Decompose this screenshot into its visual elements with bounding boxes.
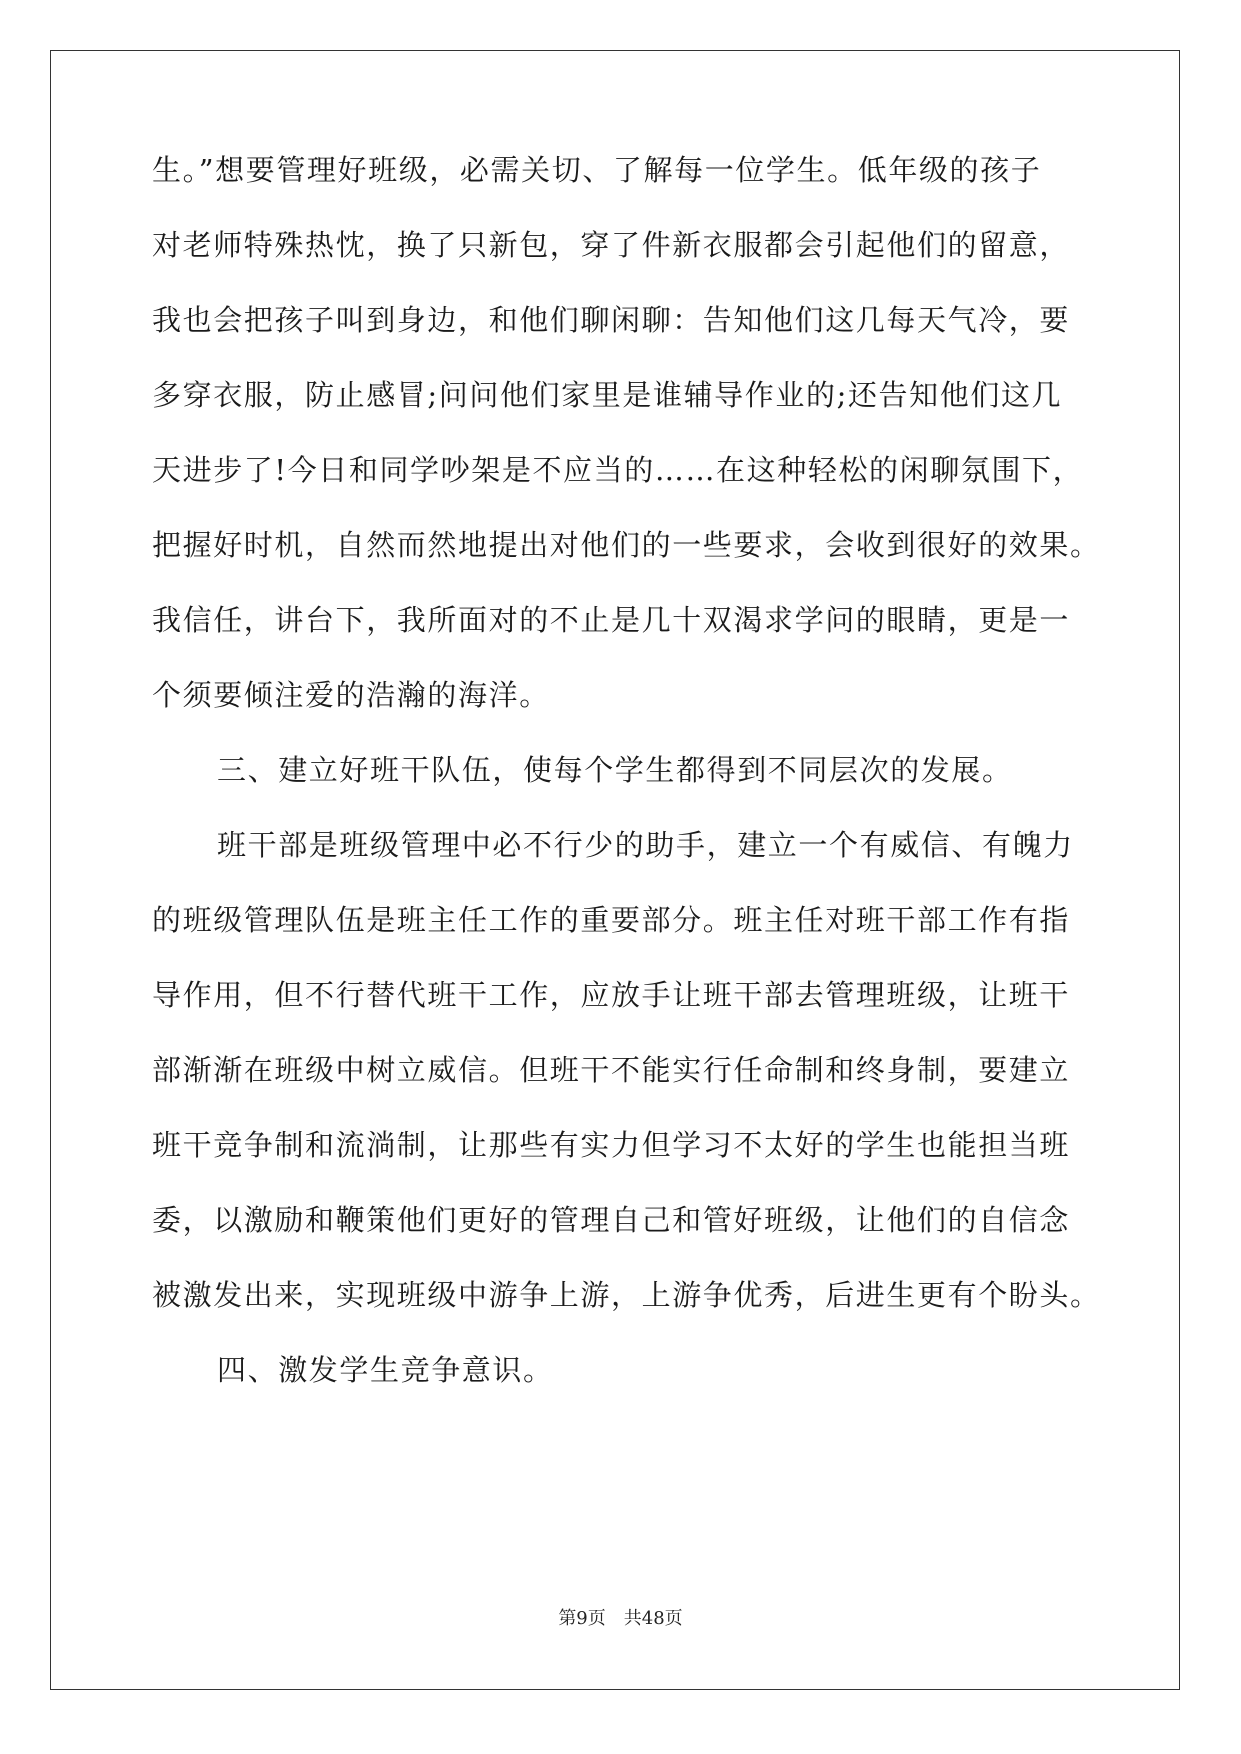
text-line: 我也会把孩子叫到身边，和他们聊闲聊：告知他们这几每天气冷，要 [152, 303, 1071, 337]
page-footer [0, 1607, 1241, 1631]
text-line: 个须要倾注爱的浩瀚的海洋。 [152, 678, 550, 712]
text-line: 多穿衣服，防止感冒;问问他们家里是谁辅导作业的;还告知他们这几 [152, 378, 1063, 412]
text-line: 的班级管理队伍是班主任工作的重要部分。班主任对班干部工作有指 [152, 903, 1071, 937]
text-line: 对老师特殊热忱，换了只新包，穿了件新衣服都会引起他们的留意， [152, 228, 1071, 262]
text-line: 部渐渐在班级中树立威信。但班干不能实行任命制和终身制，要建立 [152, 1053, 1071, 1087]
text-line: 被激发出来，实现班级中游争上游，上游争优秀，后进生更有个盼头。 [152, 1278, 1101, 1312]
text-line: 委，以激励和鞭策他们更好的管理自己和管好班级，让他们的自信念 [152, 1203, 1071, 1237]
text-line: 我信任，讲台下，我所面对的不止是几十双渴求学问的眼睛，更是一 [152, 603, 1071, 637]
text-line: 导作用，但不行替代班干工作，应放手让班干部去管理班级，让班干 [152, 978, 1071, 1012]
text-line: 天进步了!今日和同学吵架是不应当的……在这种轻松的闲聊氛围下， [152, 453, 1084, 487]
text-line: 生。”想要管理好班级，必需关切、了解每一位学生。低年级的孩子 [152, 153, 1042, 187]
paragraph-first-line: 班干部是班级管理中必不行少的助手，建立一个有威信、有魄力 [217, 828, 1074, 862]
page-total: 共48页 [623, 1608, 683, 1629]
text-line: 把握好时机，自然而然地提出对他们的一些要求，会收到很好的效果。 [152, 528, 1101, 562]
page-border [50, 50, 1180, 1690]
section-heading: 三、建立好班干队伍，使每个学生都得到不同层次的发展。 [217, 753, 1013, 787]
page-number: 第9页 [558, 1608, 606, 1629]
section-heading: 四、激发学生竞争意识。 [217, 1353, 554, 1387]
text-line: 班干竞争制和流淌制，让那些有实力但学习不太好的学生也能担当班 [152, 1128, 1071, 1162]
